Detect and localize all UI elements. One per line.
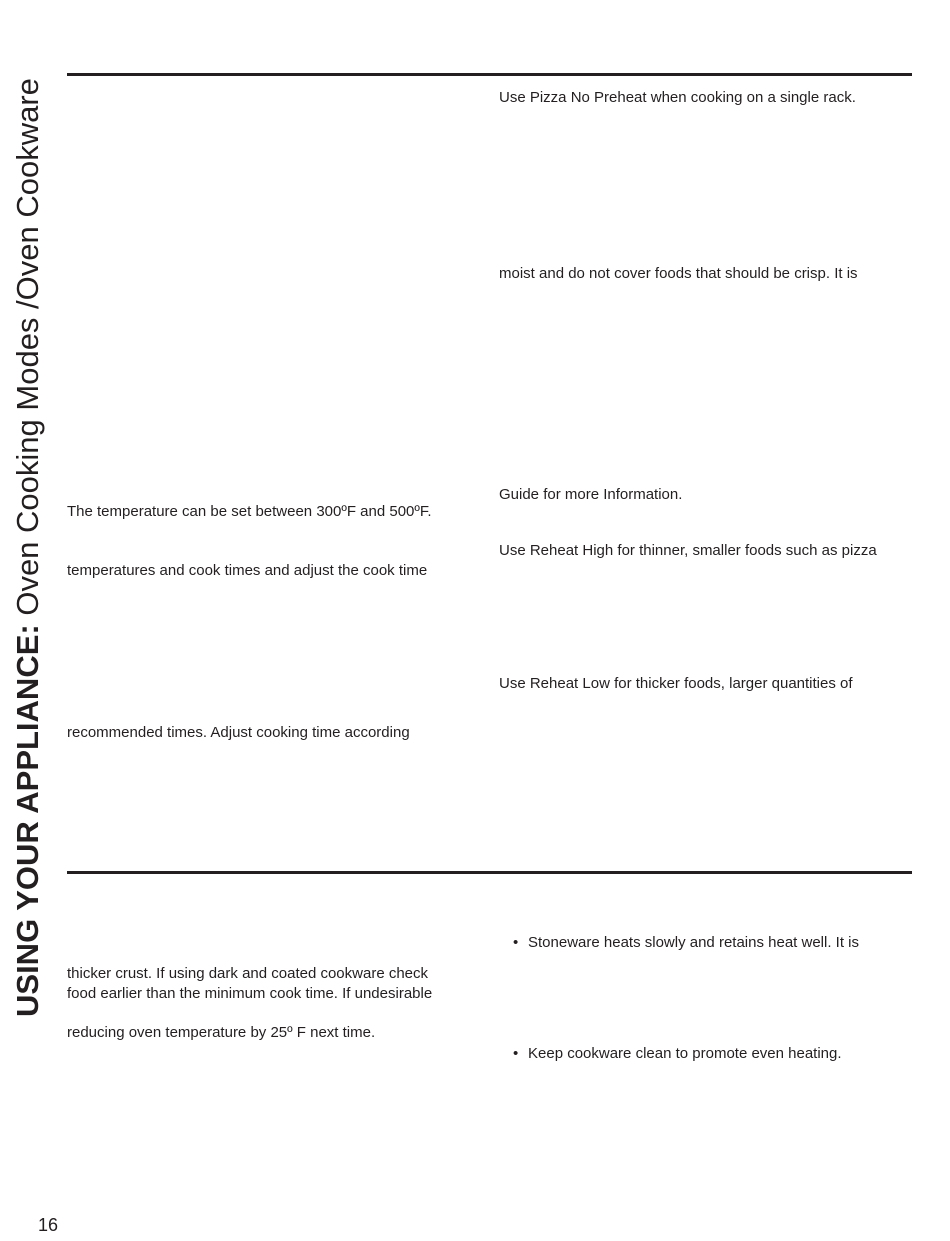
- left-text-cook-times: temperatures and cook times and adjust the cook time: [67, 562, 428, 579]
- lower-left-text-food-earlier: food earlier than the minimum cook time. If undesirable: [67, 985, 433, 1002]
- bullet-marker: •: [513, 1045, 519, 1062]
- right-text-moist: moist and do not cover foods that should be crisp. It is: [499, 265, 858, 282]
- lower-left-text-reducing: reducing oven temperature by 25º F next time.: [67, 1024, 376, 1041]
- bullet-text-clean: Keep cookware clean to promote even heating.: [528, 1045, 842, 1062]
- middle-divider: [67, 871, 912, 874]
- right-text-reheat-low: Use Reheat Low for thicker foods, larger quantities of: [499, 675, 853, 692]
- bullet-text-stoneware: Stoneware heats slowly and retains heat well. It is: [528, 934, 860, 951]
- right-text-guide: Guide for more Information.: [499, 486, 683, 503]
- right-text-pizza-no-preheat: Use Pizza No Preheat when cooking on a single rack.: [499, 89, 856, 106]
- side-title-light: Oven Cooking Modes /Oven Cookware: [10, 78, 45, 625]
- left-text-recommended: recommended times. Adjust cooking time according: [67, 724, 410, 741]
- lower-left-text-crust: thicker crust. If using dark and coated cookware check: [67, 965, 429, 982]
- bullet-marker: •: [513, 934, 519, 951]
- top-divider: [67, 73, 912, 76]
- page-number: 16: [38, 1215, 59, 1235]
- section-side-title: [10, 78, 45, 1017]
- left-text-temperature: The temperature can be set between 300ºF and 500ºF.: [67, 503, 432, 520]
- side-title-bold: USING YOUR APPLIANCE:: [10, 624, 45, 1017]
- right-text-reheat-high: Use Reheat High for thinner, smaller foods such as pizza: [499, 542, 877, 559]
